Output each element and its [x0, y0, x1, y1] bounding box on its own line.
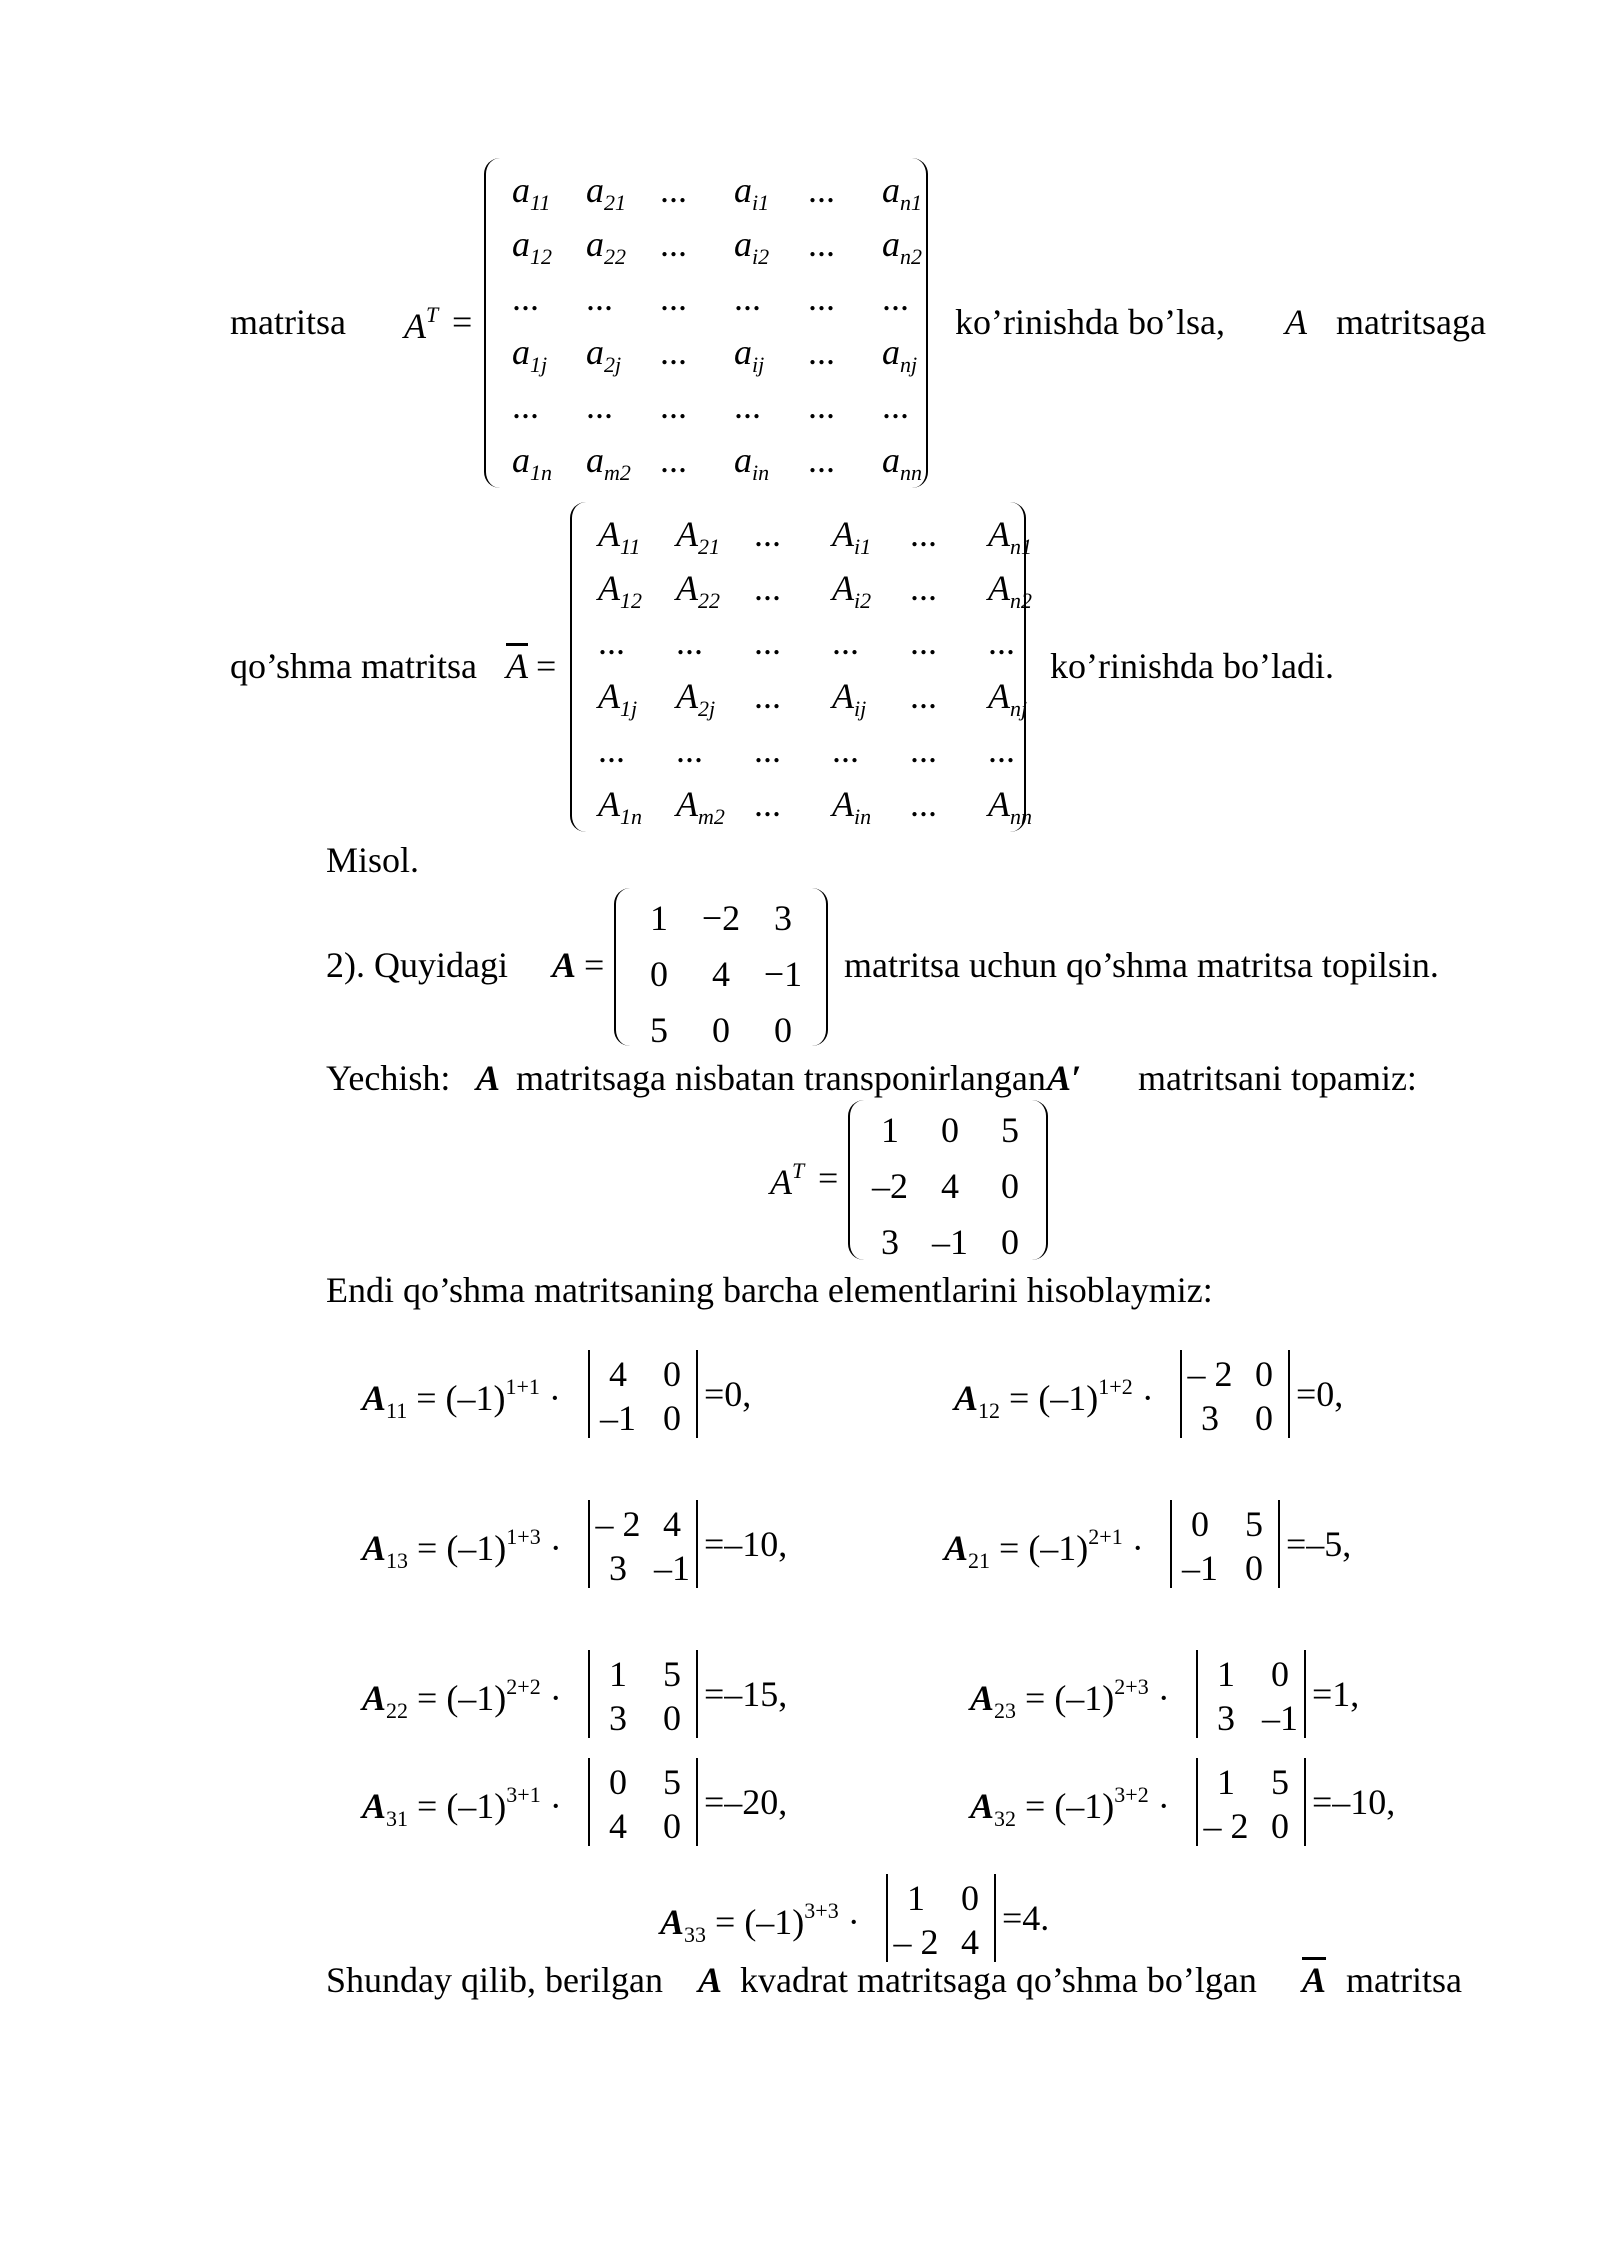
- general-abar-cell: ...: [910, 730, 937, 770]
- closing-text-2: kvadrat matritsaga qo’shma bo’lgan: [740, 1960, 1257, 2000]
- endi-sentence: Endi qo’shma matritsaning barcha elementlarini hisoblaymiz:: [326, 1270, 1213, 1310]
- qoshma-matritsa-label: qo’shma matritsa: [230, 646, 477, 686]
- general-at-cell: ...: [660, 440, 687, 480]
- matrix-a: [614, 888, 828, 1050]
- general-abar-cell: $A_{22}$: [676, 568, 720, 613]
- minor-determinant: [1180, 1350, 1290, 1438]
- minor-cell: 0: [961, 1878, 979, 1918]
- minor-cell: 0: [663, 1806, 681, 1846]
- general-at-cell: ...: [512, 278, 539, 318]
- closing-text-1: Shunday qilib, berilgan: [326, 1960, 663, 2000]
- matrix-at-cell: 0: [1001, 1222, 1019, 1262]
- general-abar-cell: $A_{n1}$: [988, 514, 1032, 559]
- minor-determinant: [588, 1650, 698, 1738]
- minor-cell: 5: [663, 1762, 681, 1802]
- example-a-symbol: A: [552, 945, 577, 985]
- general-at-cell: ...: [808, 224, 835, 264]
- general-abar-cell: $A_{1j}$: [598, 676, 638, 721]
- general-at-cell: ...: [586, 278, 613, 318]
- general-at-cell: ...: [660, 278, 687, 318]
- general-abar-cell: $A_{12}$: [598, 568, 642, 613]
- at-label: $A^T$: [404, 302, 439, 346]
- general-at-cell: ...: [808, 170, 835, 210]
- general-abar-cell: ...: [832, 622, 859, 662]
- matrix-a-transposed: [848, 1100, 1048, 1260]
- general-abar-cell: $A_{m2}$: [676, 784, 725, 829]
- cofactor-lhs: $A_{32} = (-1)^{3+2}$ ·: [970, 1782, 1170, 1831]
- minor-cell: 0: [609, 1762, 627, 1802]
- cofactor-lhs: $A_{33} = (-1)^{3+3}$ ·: [660, 1898, 860, 1947]
- word-matritsaga: matritsaga: [1336, 302, 1486, 342]
- general-at-cell: $a_{in}$: [734, 440, 770, 485]
- example-a-equals: =: [584, 945, 605, 985]
- general-abar-cell: $A_{ij}$: [832, 676, 867, 721]
- minor-cell: 4: [663, 1504, 681, 1544]
- cofactor-lhs: $A_{22} = (-1)^{2+2}$ ·: [362, 1674, 562, 1723]
- minor-cell: 0: [1255, 1354, 1273, 1394]
- matrix-at-cell: 4: [941, 1166, 959, 1206]
- general-at-cell: ...: [660, 224, 687, 264]
- general-at-cell: ...: [882, 278, 909, 318]
- general-abar-cell: $A_{nn}$: [988, 784, 1032, 829]
- matrix-a-cell: 5: [650, 1010, 668, 1050]
- minor-cell: 3: [609, 1698, 627, 1738]
- korinishda-bolsa: ko’rinishda bo’lsa,: [955, 302, 1225, 342]
- abar-label: $\overline{A}$: [506, 646, 528, 686]
- matrix-a-cell: −1: [763, 954, 803, 994]
- minor-determinant: [1196, 1650, 1306, 1738]
- general-abar-cell: $A_{in}$: [832, 784, 872, 829]
- minor-cell: 0: [1191, 1504, 1209, 1544]
- misol-heading: Misol.: [326, 840, 420, 880]
- general-at-cell: ...: [882, 386, 909, 426]
- minor-cell: 1: [609, 1654, 627, 1694]
- general-abar-cell: ...: [754, 676, 781, 716]
- minor-determinant: [588, 1500, 698, 1588]
- general-at-cell: $a_{2j}$: [586, 332, 622, 377]
- cofactor-lhs: $A_{11} = (-1)^{1+1}$ ·: [362, 1374, 561, 1423]
- yechish-a-symbol: A: [476, 1058, 501, 1098]
- minor-cell: 5: [1245, 1504, 1263, 1544]
- minor-cell: 4: [609, 1806, 627, 1846]
- general-abar-cell: ...: [910, 622, 937, 662]
- minor-cell: –1: [654, 1548, 690, 1588]
- general-at-cell: $a_{i2}$: [734, 224, 770, 269]
- matrix-a-cell: 4: [712, 954, 730, 994]
- general-abar-cell: ...: [832, 730, 859, 770]
- general-at-cell: ...: [734, 386, 761, 426]
- general-abar-cell: $A_{2j}$: [676, 676, 716, 721]
- general-transposed-matrix: [484, 158, 928, 488]
- minor-cell: 4: [609, 1354, 627, 1394]
- cofactor-lhs: $A_{13} = (-1)^{1+3}$ ·: [362, 1524, 562, 1573]
- a-symbol: A: [1285, 302, 1307, 342]
- general-at-cell: ...: [512, 386, 539, 426]
- general-abar-cell: $A_{21}$: [676, 514, 720, 559]
- general-at-cell: $a_{21}$: [586, 170, 626, 215]
- general-at-cell: $a_{1n}$: [512, 440, 552, 485]
- minor-cell: – 2: [1187, 1354, 1233, 1394]
- a-prime-symbol: A′: [1047, 1058, 1082, 1098]
- at-equals: =: [452, 302, 473, 342]
- general-at-cell: $a_{22}$: [586, 224, 626, 269]
- general-abar-cell: $A_{n2}$: [988, 568, 1032, 613]
- general-abar-cell: $A_{nj}$: [988, 676, 1028, 721]
- general-at-cell: $a_{11}$: [512, 170, 551, 215]
- minor-cell: 5: [663, 1654, 681, 1694]
- minor-determinant: [1170, 1500, 1280, 1588]
- minor-determinant: [588, 1350, 698, 1438]
- cofactor-result: =0,: [704, 1374, 752, 1414]
- minor-cell: –1: [1262, 1698, 1298, 1738]
- general-abar-cell: $A_{11}$: [598, 514, 641, 559]
- general-at-cell: $a_{n2}$: [882, 224, 922, 269]
- general-abar-cell: ...: [910, 568, 937, 608]
- cofactor-lhs: $A_{12} = (-1)^{1+2}$ ·: [954, 1374, 1154, 1423]
- minor-cell: 1: [1217, 1654, 1235, 1694]
- minor-cell: –1: [1182, 1548, 1218, 1588]
- minor-cell: 0: [1245, 1548, 1263, 1588]
- general-abar-cell: ...: [754, 622, 781, 662]
- general-abar-cell: ...: [910, 676, 937, 716]
- minor-cell: 1: [907, 1878, 925, 1918]
- cofactor-result: =0,: [1296, 1374, 1344, 1414]
- matrix-at-cell: –2: [872, 1166, 908, 1206]
- matrix-a-cell: 0: [712, 1010, 730, 1050]
- abar-equals: =: [536, 646, 557, 686]
- minor-cell: 0: [1271, 1806, 1289, 1846]
- general-at-cell: ...: [660, 332, 687, 372]
- general-abar-cell: ...: [754, 568, 781, 608]
- cofactor-result: =4.: [1002, 1898, 1050, 1938]
- example-number: 2). Quyidagi: [326, 945, 508, 985]
- yechish-mid-text: matritsaga nisbatan transponirlangan: [516, 1058, 1046, 1098]
- minor-cell: 0: [663, 1398, 681, 1438]
- general-abar-cell: ...: [988, 730, 1015, 770]
- cofactor-result: =1,: [1312, 1674, 1360, 1714]
- general-adjoint-matrix: [570, 502, 1032, 832]
- general-abar-cell: $A_{i2}$: [832, 568, 872, 613]
- general-abar-cell: ...: [598, 622, 625, 662]
- minor-cell: 4: [961, 1922, 979, 1962]
- word-matritsa: matritsa: [230, 302, 346, 342]
- minor-cell: 0: [663, 1354, 681, 1394]
- example-task: matritsa uchun qo’shma matritsa topilsin.: [844, 945, 1439, 985]
- general-abar-cell: ...: [598, 730, 625, 770]
- general-at-cell: ...: [808, 440, 835, 480]
- minor-cell: 0: [1271, 1654, 1289, 1694]
- general-abar-cell: ...: [754, 514, 781, 554]
- yechish-label: Yechish:: [326, 1058, 451, 1098]
- general-at-cell: $a_{m2}$: [586, 440, 631, 485]
- general-abar-cell: ...: [754, 730, 781, 770]
- general-abar-cell: ...: [754, 784, 781, 824]
- matrix-a-cell: 0: [774, 1010, 792, 1050]
- general-at-cell: $a_{i1}$: [734, 170, 770, 215]
- general-at-cell: ...: [734, 278, 761, 318]
- minor-cell: 0: [1255, 1398, 1273, 1438]
- cofactor-result: =–15,: [704, 1674, 788, 1714]
- cofactor-lhs: $A_{31} = (-1)^{3+1}$ ·: [362, 1782, 562, 1831]
- minor-determinant: [886, 1874, 996, 1962]
- cofactor-result: =–10,: [1312, 1782, 1396, 1822]
- matrix-a-cell: 1: [650, 898, 668, 938]
- general-at-cell: ...: [808, 278, 835, 318]
- general-at-cell: $a_{12}$: [512, 224, 552, 269]
- general-abar-cell: ...: [676, 622, 703, 662]
- minor-cell: 3: [1201, 1398, 1219, 1438]
- minor-determinant: [588, 1758, 698, 1846]
- matrix-at-cell: 3: [881, 1222, 899, 1262]
- general-abar-cell: $A_{i1}$: [832, 514, 872, 559]
- minor-cell: 1: [1217, 1762, 1235, 1802]
- matrix-a-cell: 3: [774, 898, 792, 938]
- closing-a-symbol: A: [698, 1960, 723, 2000]
- general-abar-cell: ...: [988, 622, 1015, 662]
- minor-cell: – 2: [595, 1504, 641, 1544]
- general-at-cell: ...: [660, 386, 687, 426]
- general-at-cell: $a_{nn}$: [882, 440, 922, 485]
- minor-cell: –1: [600, 1398, 636, 1438]
- general-abar-cell: $A_{1n}$: [598, 784, 642, 829]
- matrix-at-cell: 0: [941, 1110, 959, 1150]
- general-at-cell: $a_{1j}$: [512, 332, 548, 377]
- cofactor-result: =–10,: [704, 1524, 788, 1564]
- matrix-at-cell: –1: [932, 1222, 968, 1262]
- matrix-a-cell: 0: [650, 954, 668, 994]
- general-at-cell: $a_{n1}$: [882, 170, 922, 215]
- general-at-cell: ...: [660, 170, 687, 210]
- minor-cell: 3: [1217, 1698, 1235, 1738]
- general-at-cell: $a_{ij}$: [734, 332, 765, 377]
- minor-cell: – 2: [893, 1922, 939, 1962]
- general-at-cell: $a_{nj}$: [882, 332, 918, 377]
- cofactor-lhs: $A_{23} = (-1)^{2+3}$ ·: [970, 1674, 1170, 1723]
- general-at-cell: ...: [586, 386, 613, 426]
- minor-cell: 0: [663, 1698, 681, 1738]
- closing-abar-symbol: $\overline{A}$: [1302, 1960, 1327, 2000]
- cofactor-lhs: $A_{21} = (-1)^{2+1}$ ·: [944, 1524, 1144, 1573]
- general-at-cell: ...: [808, 332, 835, 372]
- cofactor-result: =–20,: [704, 1782, 788, 1822]
- matrix-at-cell: 0: [1001, 1166, 1019, 1206]
- general-abar-cell: ...: [676, 730, 703, 770]
- yechish-end-text: matritsani topamiz:: [1138, 1058, 1417, 1098]
- korinishda-boladi: ko’rinishda bo’ladi.: [1050, 646, 1334, 686]
- minor-cell: 3: [609, 1548, 627, 1588]
- closing-text-3: matritsa: [1346, 1960, 1462, 2000]
- cofactor-result: =–5,: [1286, 1524, 1352, 1564]
- matrix-a-cell: −2: [701, 898, 741, 938]
- minor-determinant: [1196, 1758, 1306, 1846]
- minor-cell: 5: [1271, 1762, 1289, 1802]
- general-abar-cell: ...: [910, 514, 937, 554]
- matrix-at-cell: 1: [881, 1110, 899, 1150]
- example-at-label: $A^T$: [770, 1158, 805, 1202]
- matrix-at-cell: 5: [1001, 1110, 1019, 1150]
- minor-cell: – 2: [1203, 1806, 1249, 1846]
- general-at-cell: ...: [808, 386, 835, 426]
- general-abar-cell: ...: [910, 784, 937, 824]
- example-at-equals: =: [818, 1158, 839, 1198]
